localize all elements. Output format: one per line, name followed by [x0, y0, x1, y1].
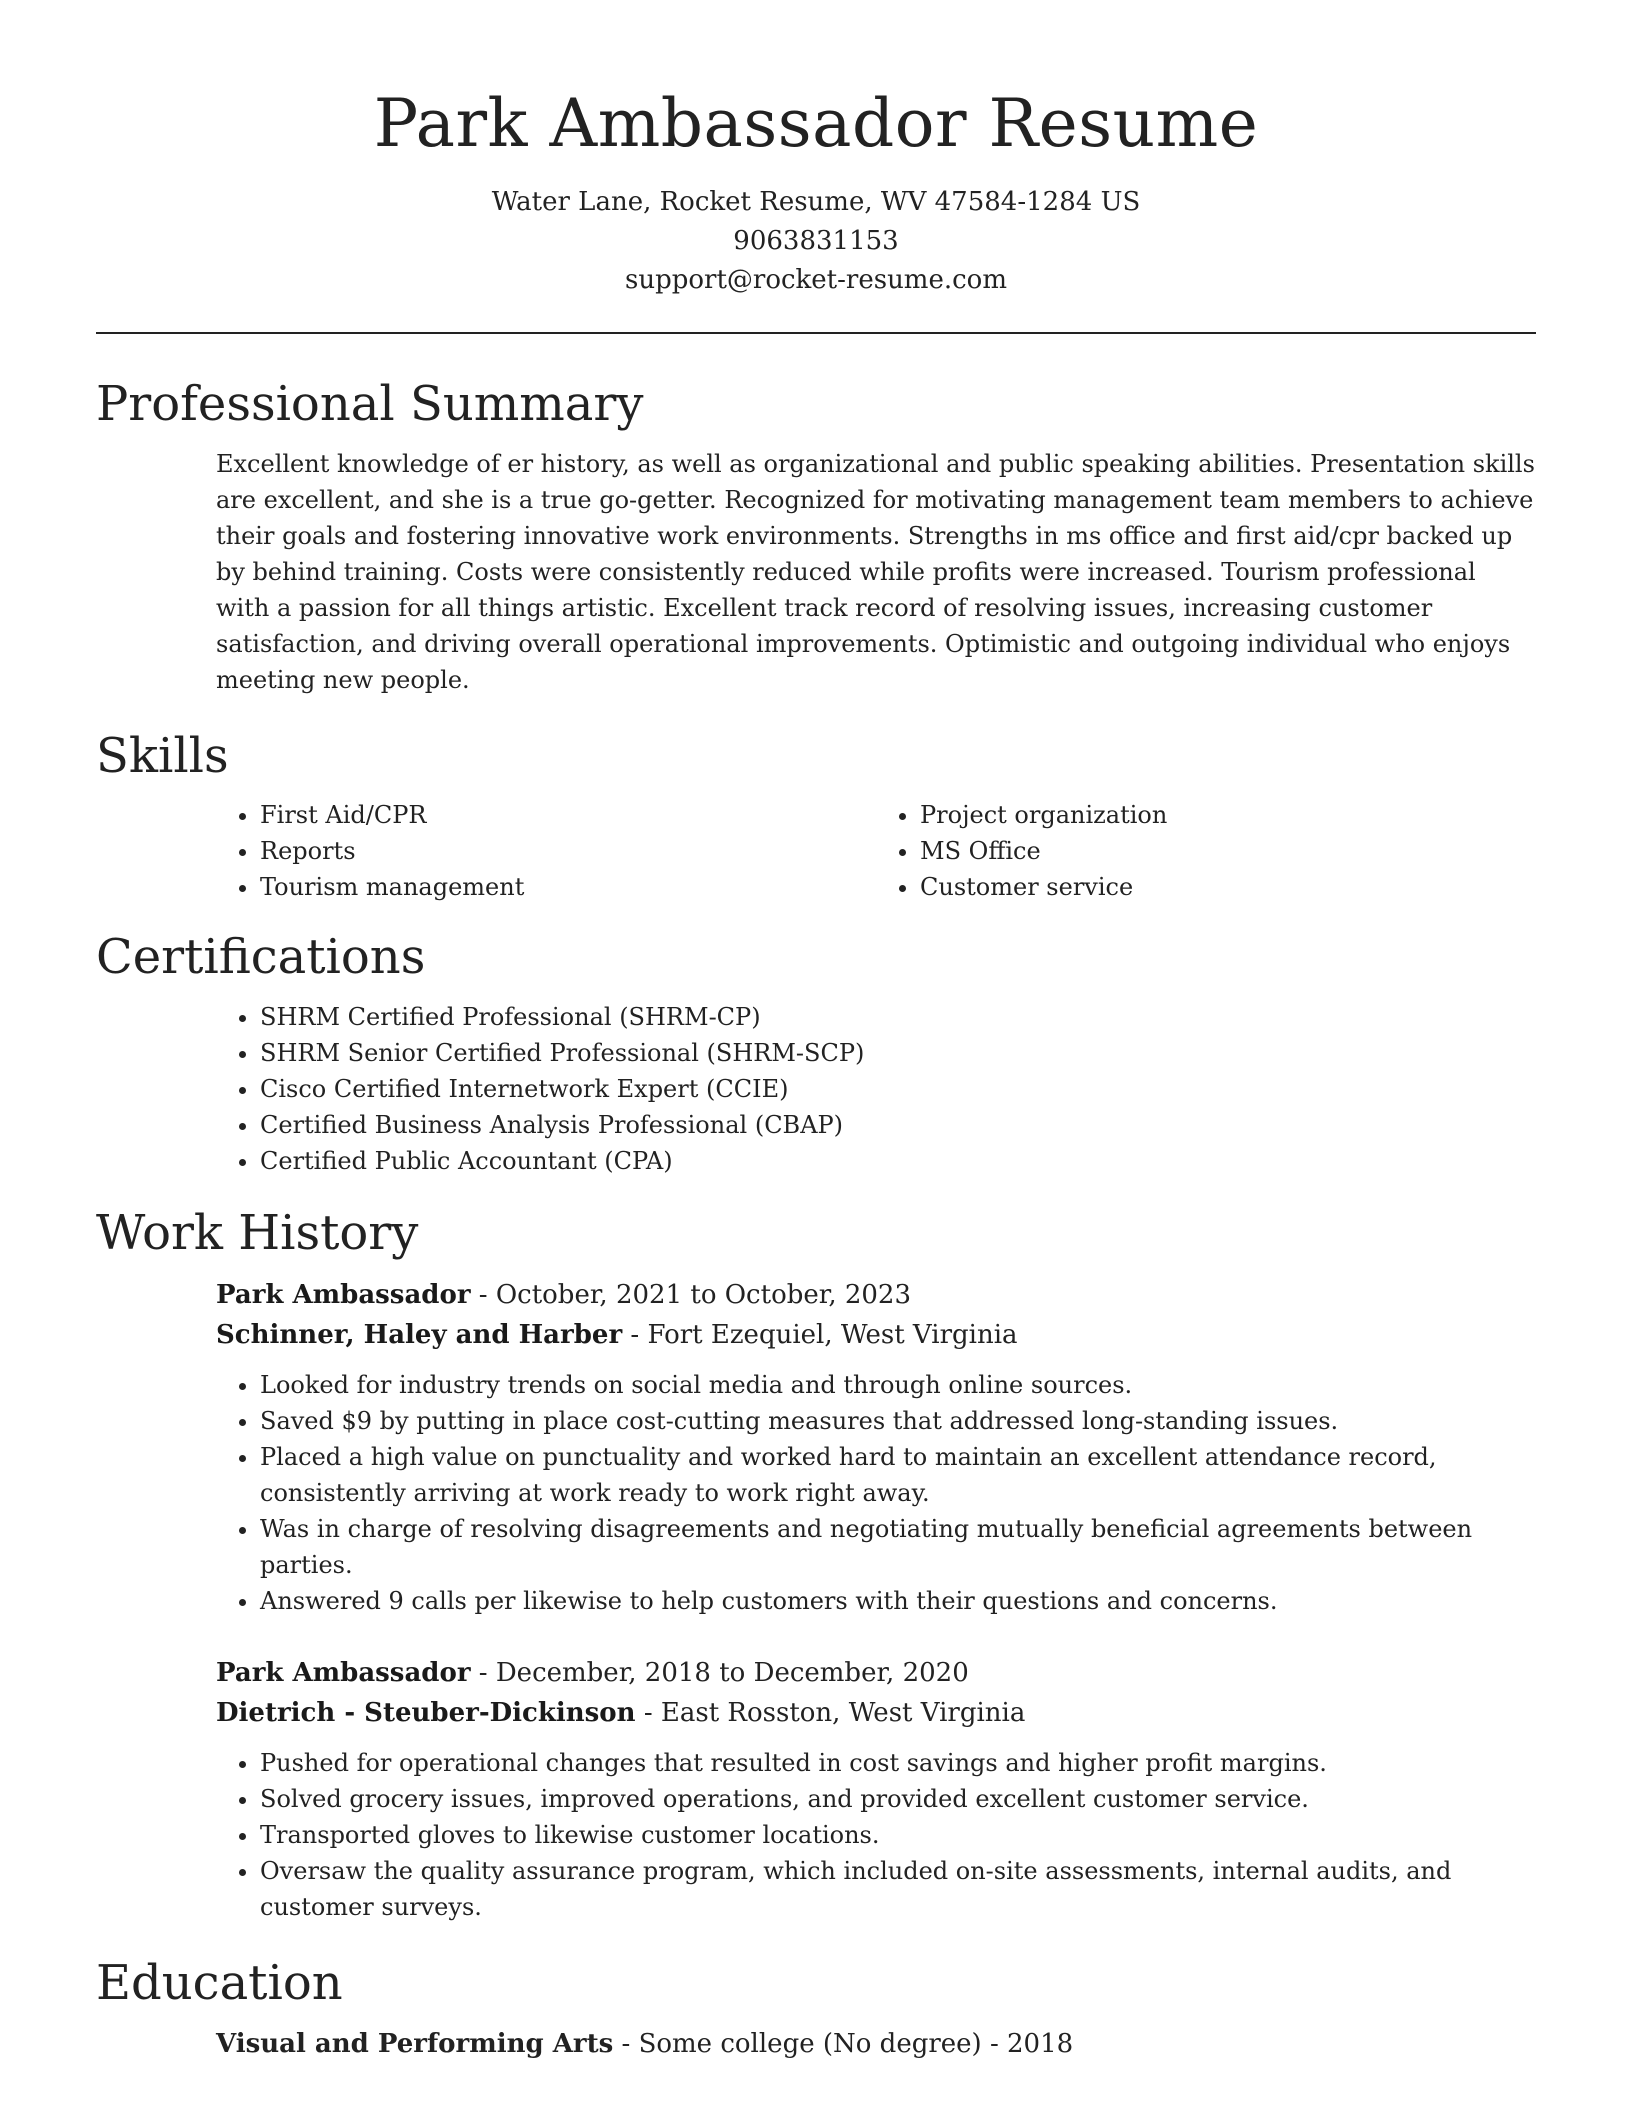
certification-item: • SHRM Senior Certified Professional (SHRM-SCP) [260, 1035, 1536, 1071]
job-role: Park Ambassador [216, 1657, 471, 1688]
job-title-line [216, 1275, 1536, 1315]
certifications-section [96, 929, 1536, 1179]
job-entry [216, 1653, 1536, 1925]
job-bullet: • Oversaw the quality assurance program, which included on-site assessments, internal audits, and customer surveys. [260, 1853, 1536, 1925]
education-section [96, 1955, 1536, 2065]
job-dates: - December, 2018 to December, 2020 [470, 1657, 969, 1688]
summary-heading: Professional Summary [96, 376, 644, 433]
job-bullet: • Answered 9 calls per likewise to help customers with their questions and concerns. [260, 1583, 1536, 1619]
certification-item: • Certified Business Analysis Professional (CBAP) [260, 1107, 1536, 1143]
job-bullet: • Looked for industry trends on social media and through online sources. [260, 1367, 1536, 1403]
certification-item: • Certified Public Accountant (CPA) [260, 1143, 1536, 1179]
job-company-line [216, 1315, 1536, 1355]
skill-item: • Project organization [920, 797, 1536, 833]
resume-header [96, 0, 1536, 300]
skill-item: • MS Office [920, 833, 1536, 869]
job-company: Dietrich - Steuber-Dickinson [216, 1697, 636, 1728]
job-bullets [216, 1367, 1536, 1619]
job-bullet: • Placed a high value on punctuality and worked hard to maintain an excellent attendance record, consistently arriving at work ready to work right away. [260, 1439, 1536, 1511]
skill-item: • Reports [260, 833, 876, 869]
job-location: - Fort Ezequiel, West Virginia [622, 1319, 1018, 1350]
skills-column-right [876, 797, 1536, 905]
summary-text: Excellent knowledge of er history, as well as organizational and public speaking abilities. Presentation skills are excellent, and she is a true go-getter. Recognized for motivating management team members to achieve their goals and fostering innovative work environments. Strengths in ms office and first aid/cpr backed up by behind training. Costs were consistently reduced while profits were increased. Tourism professional with a passion for all things artistic. Excellent track record of resolving issues, increasing customer satisfaction, and driving overall operational improvements. Optimistic and outgoing individual who enjoys meeting new people. [216, 449, 1535, 694]
job-bullet: • Saved $9 by putting in place cost-cutting measures that addressed long-standing issues. [260, 1403, 1536, 1439]
certifications-list [216, 999, 1536, 1179]
job-bullet: • Was in charge of resolving disagreements and negotiating mutually beneficial agreements between parties. [260, 1511, 1536, 1583]
job-dates: - October, 2021 to October, 2023 [470, 1279, 912, 1310]
job-company-line [216, 1693, 1536, 1733]
skills-section [96, 728, 1536, 906]
job-bullet: • Pushed for operational changes that resulted in cost savings and higher profit margins. [260, 1745, 1536, 1781]
work-history-section [96, 1205, 1536, 1925]
skill-item: • Tourism management [260, 869, 876, 905]
certification-item: • SHRM Certified Professional (SHRM-CP) [260, 999, 1536, 1035]
education-entry [216, 2024, 1536, 2064]
contact-email: support@rocket-resume.com [624, 265, 1007, 296]
job-bullets [216, 1745, 1536, 1925]
job-company: Schinner, Haley and Harber [216, 1319, 623, 1350]
education-detail: - Some college (No degree) - 2018 [613, 2029, 1074, 2060]
skills-heading: Skills [96, 727, 229, 784]
skill-item: • Customer service [920, 869, 1536, 905]
job-role: Park Ambassador [216, 1279, 471, 1310]
education-field: Visual and Performing Arts [216, 2029, 614, 2060]
certification-item: • Cisco Certified Internetwork Expert (CCIE) [260, 1071, 1536, 1107]
education-heading: Education [96, 1954, 343, 2011]
job-bullet: • Solved grocery issues, improved operations, and provided excellent customer service. [260, 1781, 1536, 1817]
job-title-line [216, 1653, 1536, 1693]
page-title: Park Ambassador Resume [373, 85, 1259, 162]
header-divider [96, 332, 1536, 334]
job-location: - East Rosston, West Virginia [635, 1697, 1026, 1728]
job-bullet: • Transported gloves to likewise customer locations. [260, 1817, 1536, 1853]
work-history-heading: Work History [96, 1204, 419, 1261]
contact-info [96, 183, 1536, 300]
summary-section [96, 376, 1536, 698]
certifications-heading: Certifications [96, 929, 426, 986]
contact-address: Water Lane, Rocket Resume, WV 47584-1284 US [491, 187, 1141, 218]
skill-item: • First Aid/CPR [260, 797, 876, 833]
skills-columns [216, 797, 1536, 905]
skills-column-left [216, 797, 876, 905]
job-entry [216, 1275, 1536, 1619]
contact-phone: 9063831153 [733, 226, 899, 257]
